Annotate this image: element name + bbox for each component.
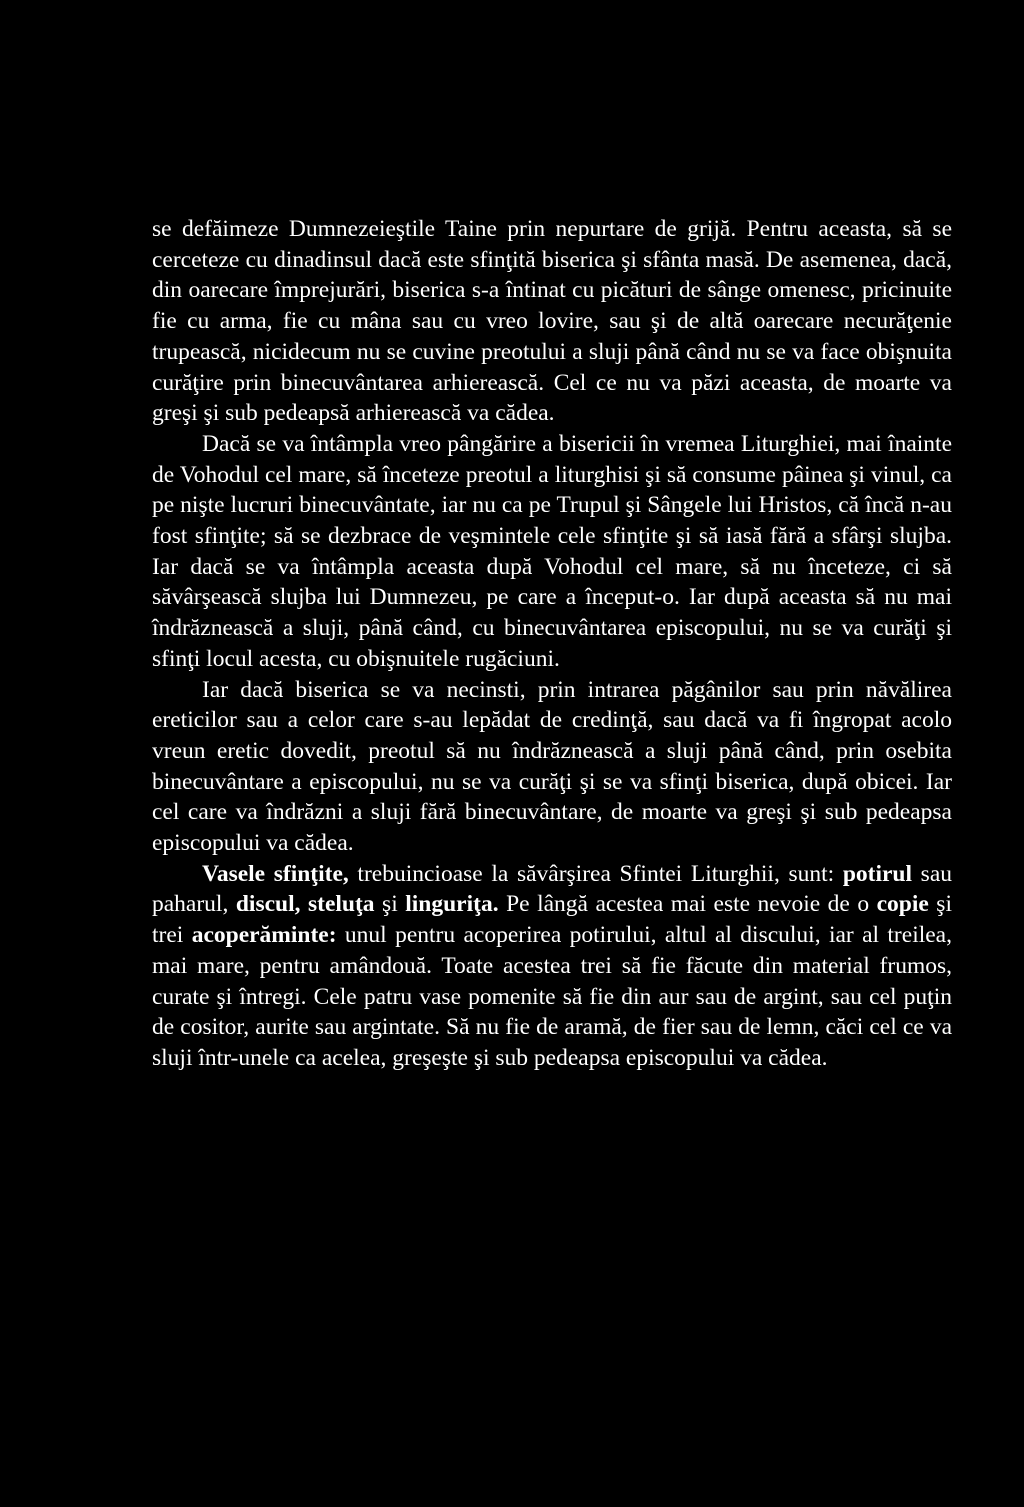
bold-term-acoperaminte: acoperăminte: <box>191 922 337 949</box>
paragraph-2 <box>152 429 952 675</box>
paragraph-4 <box>152 859 952 1074</box>
bold-term-lingurita: linguriţa. <box>405 891 499 918</box>
page-body-text <box>152 214 952 1074</box>
text-run: unul pentru acoperirea potirului, altul al discului, iar al treilea, mai mare, pentru amândouă. Toate acestea trei să fie făcute din material frumos, curate şi întregi. Cele patru vase pomenite să fie din aur sau de argint, sau cel puţin de cositor, aurite sau argintate. Să nu fie de aramă, de fier sau de lemn, căci cel ce va sluji într-unele ca acelea, greşeşte şi sub pedeapsa episcopului va cădea. <box>152 922 952 1071</box>
text-run: trebuincioase la săvârşirea Sfintei Liturghii, sunt: <box>348 860 843 887</box>
bold-term-discul: discul, steluţa <box>235 891 375 918</box>
bold-term-copie: copie <box>876 891 929 918</box>
bold-term-vasele: Vasele sfinţite, <box>202 860 349 887</box>
paragraph-1 <box>152 214 952 429</box>
text-run: sau paharul, <box>152 860 953 918</box>
bold-term-potirul: potirul <box>842 860 913 887</box>
text-run: Pe lângă acestea mai este nevoie de o <box>498 891 877 918</box>
paragraph-3 <box>152 675 952 859</box>
text-run: şi <box>374 891 406 918</box>
text-run: se defăimeze Dumnezeieştile Taine prin nepurtare de grijă. Pentru aceasta, să se cerceteze cu dinadinsul dacă este sfinţită biserica şi sfânta masă. De asemenea, dacă, din oarecare împrejurări, biserica s-a întinat cu picături de sânge omenesc, pricinuite fie cu arma, fie cu mâna sau cu vreo lovire, sau şi de altă oarecare necurăţenie trupească, nicidecum nu se cuvine preotului a sluji până când nu se va face obişnuita curăţire prin binecuvântarea arhierească. Cel ce nu va păzi aceasta, de moarte va greşi şi sub pedeapsă arhierească va cădea. <box>152 216 952 427</box>
text-run: Dacă se va întâmpla vreo pângărire a bisericii în vremea Liturghiei, mai înainte de Vohodul cel mare, să înceteze preotul a liturghisi şi să consume pâinea şi vinul, ca pe nişte lucruri binecuvântate, iar nu ca pe Trupul şi Sângele lui Hristos, că încă n-au fost sfinţite; să se dezbrace de veşmintele cele sfinţite şi să iasă fără a sfârşi slujba. Iar dacă se va întâmpla aceasta după Vohodul cel mare, să nu înceteze, ci să săvârşească slujba lui Dumnezeu, pe care a început-o. Iar după aceasta să nu mai îndrăznească a sluji, până când, cu binecuvântarea episcopului, nu se va curăţi şi sfinţi locul acesta, cu obişnuitele rugăciuni. <box>152 430 952 672</box>
text-run: şi trei <box>152 891 952 949</box>
text-run: Iar dacă biserica se va necinsti, prin intrarea păgânilor sau prin năvălirea ereticilor sau a celor care s-au lepădat de credinţă, sau dacă va fi îngropat acolo vreun eretic dovedit, preotul să nu îndrăznească a sluji până când, prin osebita binecuvântare a episcopului, nu se va curăţi şi se va sfinţi biserica, după obicei. Iar cel care va îndrăzni a sluji fără binecuvântare, de moarte va greşi şi sub pedeapsa episcopului va cădea. <box>152 676 952 857</box>
